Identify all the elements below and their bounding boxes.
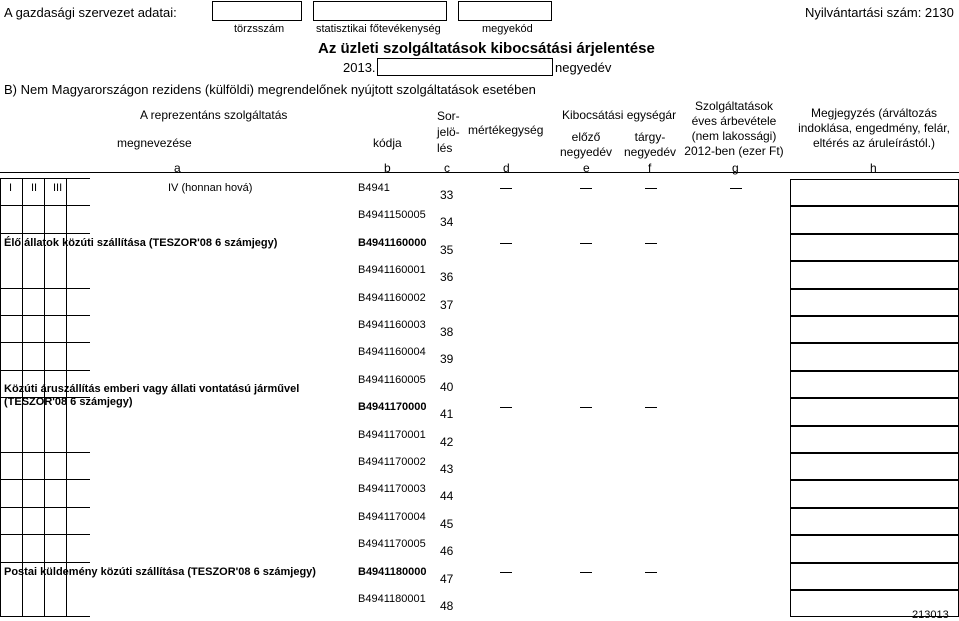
row-line [0,342,90,343]
row-line [0,616,90,617]
row-number: 48 [440,599,454,613]
col-unit: mértékegység [468,123,544,137]
row-line [0,507,90,508]
row-code: B4941160003 [358,319,426,331]
dash-mark [645,572,657,573]
note-input[interactable] [790,453,959,480]
row-line [0,370,90,371]
dash-mark [500,572,512,573]
col-curr-quarter-line: negyedév [623,145,677,159]
row-name: Postai küldemény közúti szállítása (TESZOR'08 6 számjegy) [4,565,316,578]
row-code: B4941160005 [358,373,426,386]
note-input[interactable] [790,398,959,425]
col-row-mark-line: lés [437,141,453,155]
col-letter-h: h [870,161,877,175]
col-name: megnevezése [117,136,192,150]
col-revenue-line: 2012-ben (ezer Ft) [684,144,784,158]
row-line [0,562,90,563]
col-service-group: A reprezentáns szolgáltatás [140,108,288,122]
col-row-mark-line: Sor- [437,109,460,123]
grid-col [44,178,45,616]
note-input[interactable] [790,508,959,535]
level-label-iii: III [53,182,63,194]
note-input[interactable] [790,206,959,233]
row-number: 46 [440,544,454,559]
row-code: B4941170005 [358,538,426,551]
row-line [0,205,90,206]
torzsszam-label: törzsszám [234,23,285,35]
megyekod-input[interactable] [458,1,552,21]
page-title: Az üzleti szolgáltatások kibocsátási árjelentése [318,40,655,57]
fotevekenyseg-label: statisztikai főtevékenység [316,23,441,35]
note-input[interactable] [790,480,959,507]
dash-mark [580,188,592,189]
level-label-iv: IV (honnan hová) [168,182,253,194]
row-code: B4941160002 [358,291,426,304]
row-line [0,479,90,480]
dash-mark [580,407,592,408]
dash-mark [500,243,512,244]
col-prev-quarter-line: negyedév [559,145,613,159]
row-number: 43 [440,462,454,476]
section-title: B) Nem Magyarországon rezidens (külföldi) megrendelőnek nyújtott szolgáltatások esetében [4,82,536,97]
row-number: 47 [440,571,454,586]
col-note-line: indoklása, engedmény, felár, [798,121,950,135]
col-note [790,106,958,151]
row-number: 38 [440,325,454,339]
dash-mark [645,407,657,408]
row-code: B4941160000 [358,236,427,249]
col-letter-g: g [732,161,739,175]
note-input[interactable] [790,426,959,453]
row-line [0,315,90,316]
col-price-group: Kibocsátási egységár [562,108,677,122]
row-line [0,288,90,289]
megyekod-label: megyekód [482,23,533,35]
grid-col [66,178,67,616]
col-letter-d: d [503,161,510,175]
row-code: B4941160004 [358,346,426,359]
row-code: B4941170004 [358,510,426,523]
col-curr-quarter-line: tárgy- [634,130,666,144]
row-name: Élő állatok közúti szállítása (TESZOR'08 6 számjegy) [4,236,278,249]
col-revenue-line: Szolgáltatások [694,99,774,113]
header-rule [0,172,959,173]
form-id: 213013 [912,609,949,621]
row-line [0,178,90,179]
note-input[interactable] [790,535,959,562]
note-input[interactable] [790,289,959,316]
row-code: B4941180000 [358,565,427,578]
level-label-ii: II [31,182,38,194]
dash-mark [645,188,657,189]
row-code: B4941180001 [358,593,426,605]
org-data-label: A gazdasági szervezet adatai: [4,5,177,20]
note-input[interactable] [790,316,959,343]
note-input[interactable] [790,261,959,288]
col-revenue-line: (nem lakossági) [691,129,777,143]
row-code: B4941160001 [358,264,426,277]
row-code: B4941150005 [358,209,426,222]
row-number: 44 [440,489,454,504]
col-letter-a: a [174,161,181,175]
grid-col [0,178,1,616]
row-code: B4941170003 [358,483,426,496]
row-code: B4941170001 [358,428,426,441]
col-curr-quarter [618,130,682,160]
note-input[interactable] [790,234,959,261]
col-letter-e: e [583,161,590,175]
row-number: 40 [440,379,454,394]
col-revenue-line: éves árbevétele [691,114,777,128]
col-note-line: Megjegyzés (árváltozás [810,106,938,120]
col-prev-quarter [554,130,618,160]
row-number: 35 [440,242,454,257]
row-line [0,397,90,398]
col-note-line: eltérés az áruleírástól.) [812,136,936,150]
dash-mark [500,188,512,189]
col-row-mark-line: jelö- [437,125,460,139]
row-line [0,233,90,234]
col-letter-b: b [384,161,391,175]
note-input[interactable] [790,343,959,370]
row-code: B4941 [358,182,390,194]
level-label-i: I [9,182,13,194]
col-row-mark [437,108,460,156]
dash-mark [730,188,742,189]
torzsszam-input[interactable] [212,1,302,21]
row-code: B4941170002 [358,456,426,468]
row-number: 37 [440,297,454,312]
row-name: Közúti áruszállítás emberi vagy állati vontatású járművel (TESZOR'08 6 számjegy) [4,383,300,409]
row-number: 45 [440,516,454,531]
row-code: B4941170000 [358,401,427,414]
col-revenue [680,99,788,159]
fotevekenyseg-input[interactable] [313,1,447,21]
quarter-input[interactable] [377,58,553,76]
dash-mark [580,243,592,244]
row-number: 33 [440,188,454,202]
row-number: 36 [440,270,454,285]
row-line [0,452,90,453]
note-input[interactable] [790,563,959,590]
dash-mark [580,572,592,573]
row-line [0,534,90,535]
col-letter-c: c [444,161,450,175]
dash-mark [645,243,657,244]
note-input[interactable] [790,179,959,206]
col-code: kódja [373,136,402,150]
quarter-label: negyedév [555,60,612,75]
year-label: 2013. [343,60,376,75]
note-input[interactable] [790,371,959,398]
grid-col [22,178,23,616]
row-number: 42 [440,434,454,449]
col-letter-f: f [648,161,652,175]
row-number: 34 [440,215,454,230]
col-prev-quarter-line: előző [571,130,601,144]
registry-number: Nyilvántartási szám: 2130 [805,5,954,20]
row-number: 39 [440,352,454,367]
row-number: 41 [440,407,454,422]
dash-mark [500,407,512,408]
